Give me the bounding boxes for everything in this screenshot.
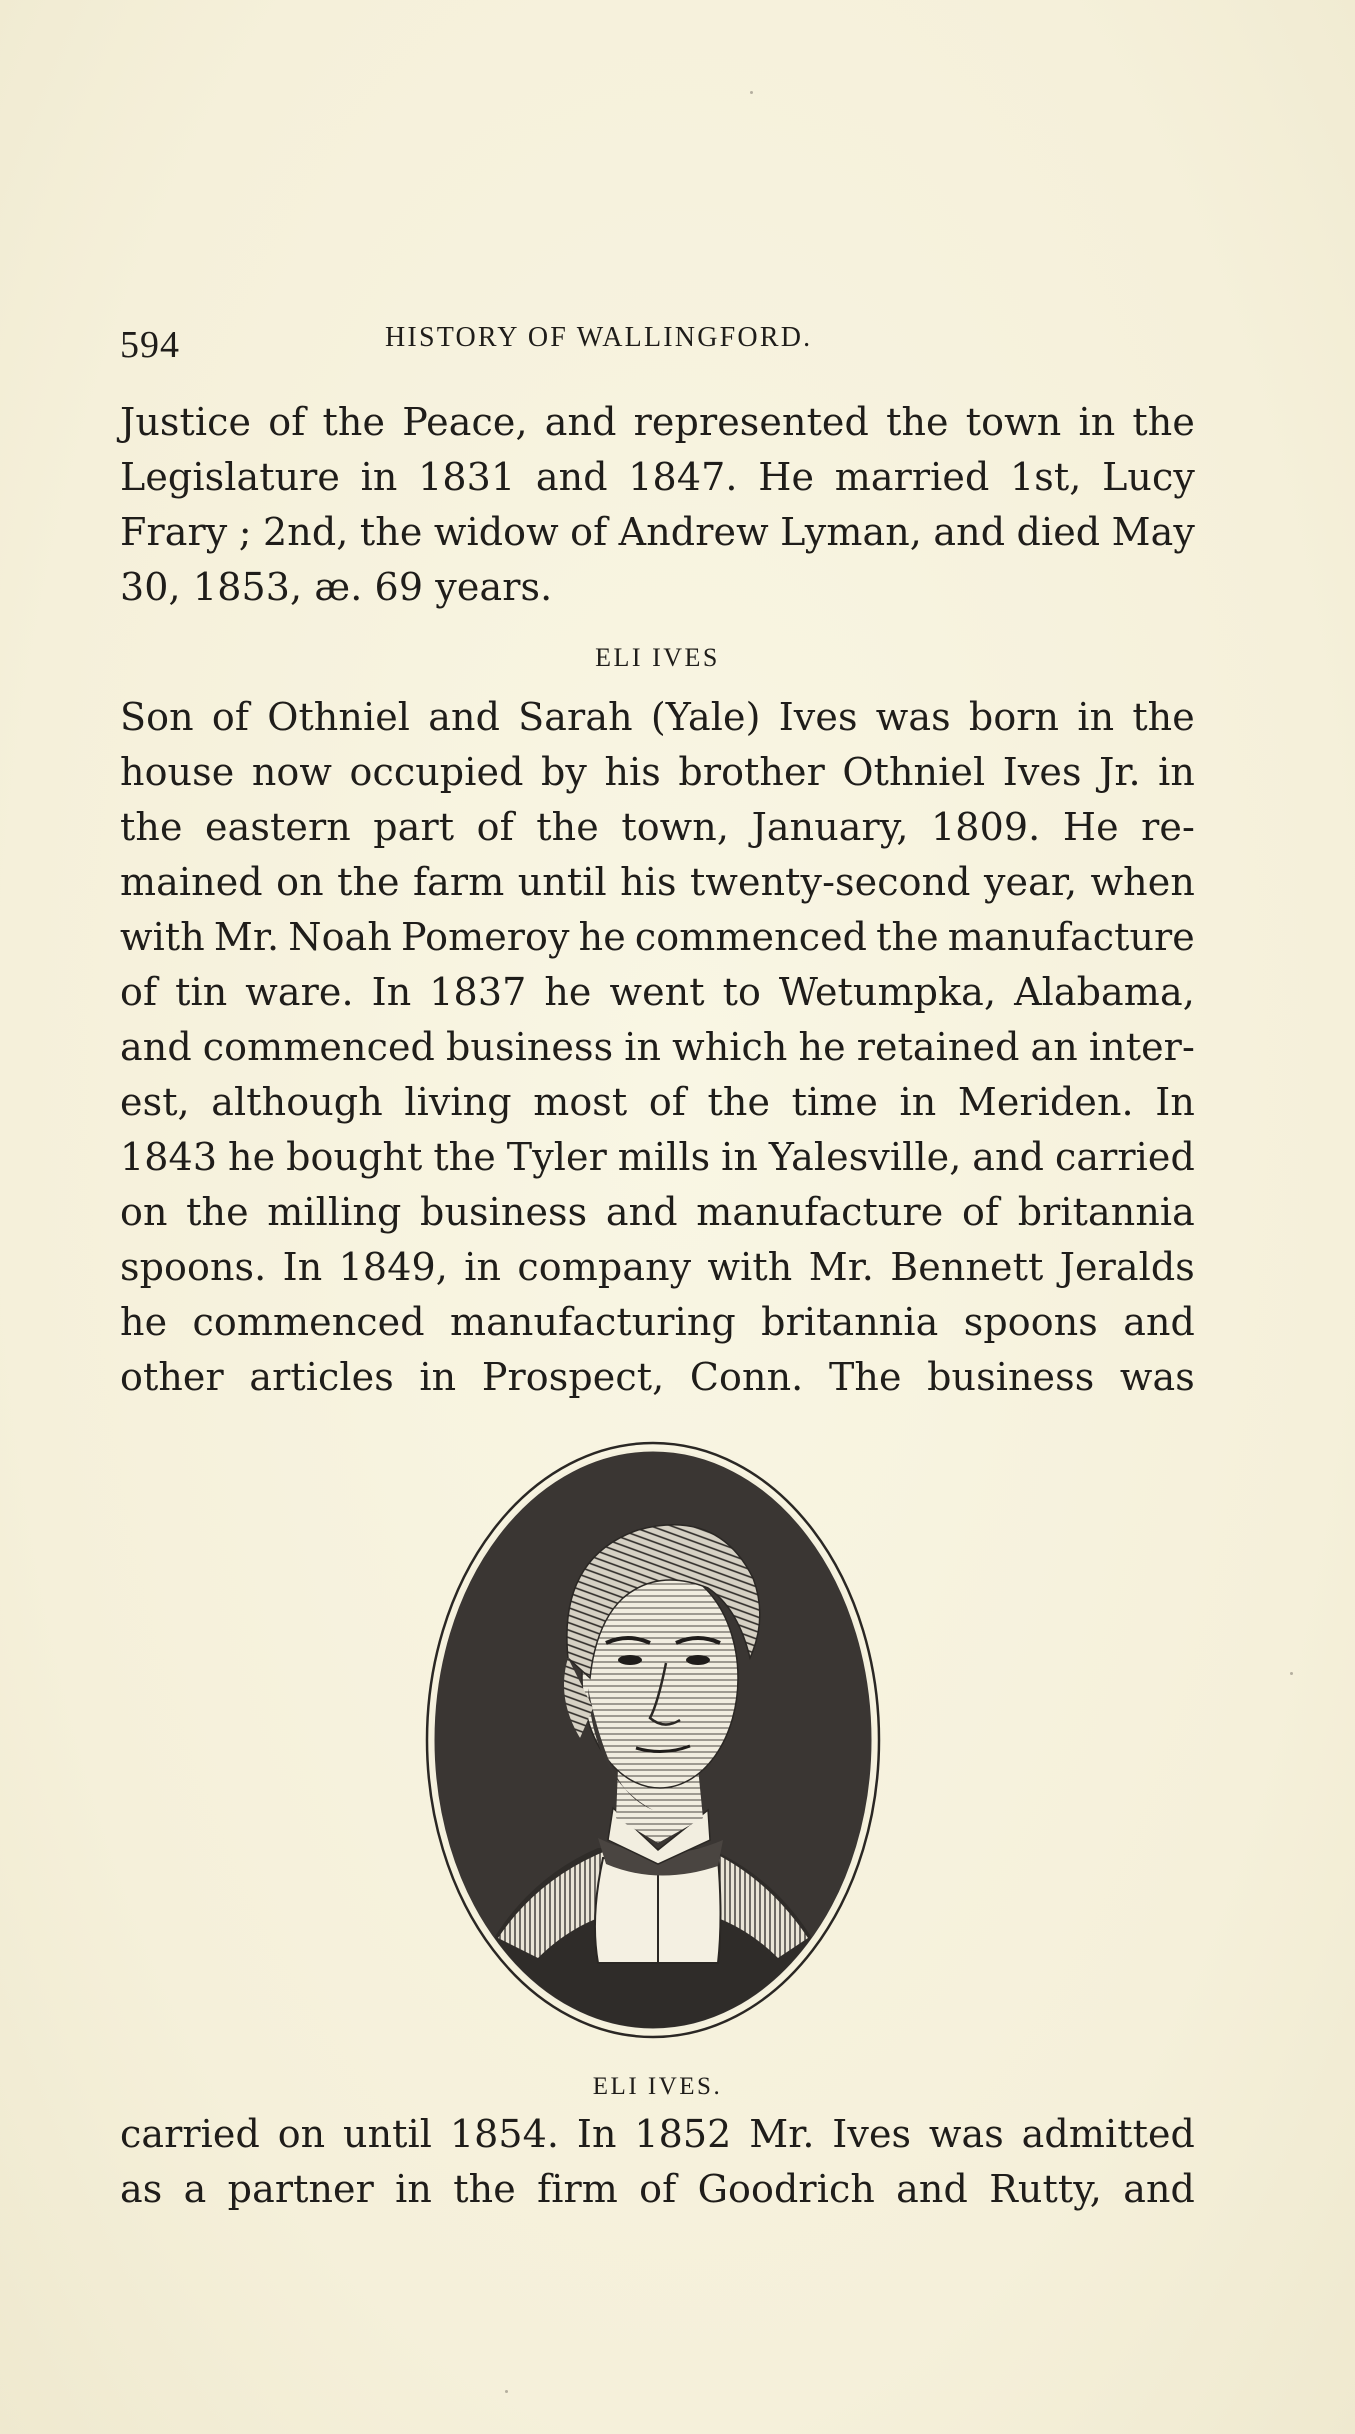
- word: inter-: [1088, 1025, 1195, 1069]
- word: of: [961, 1190, 1000, 1234]
- word: Frary: [120, 510, 228, 554]
- word: Andrew: [618, 510, 769, 554]
- word: January,: [751, 805, 909, 849]
- text-line: [120, 910, 1195, 965]
- word: with: [120, 915, 205, 959]
- text-line: [120, 2107, 1195, 2162]
- word: 1831: [418, 455, 516, 499]
- word: of: [648, 1080, 686, 1124]
- word: Jeralds: [1059, 1245, 1195, 1289]
- word: Othniel: [842, 750, 986, 794]
- word: Tyler: [506, 1135, 607, 1179]
- word: in: [899, 1080, 937, 1124]
- word: Prospect,: [481, 1355, 665, 1399]
- word: Meriden.: [957, 1080, 1134, 1124]
- word: his: [604, 750, 661, 794]
- word: ware.: [245, 970, 354, 1014]
- word: Peace,: [402, 400, 528, 444]
- text-line: [120, 1350, 1195, 1405]
- word: part: [373, 805, 455, 849]
- word: britannia: [1017, 1190, 1195, 1234]
- word: in: [1158, 750, 1195, 794]
- word: Ives: [778, 695, 858, 739]
- word: widow: [433, 510, 559, 554]
- paper-speck: [505, 2390, 508, 2393]
- word: Noah: [288, 915, 392, 959]
- word: Rutty,: [989, 2167, 1102, 2211]
- word: in: [464, 1245, 502, 1289]
- text-line: [120, 855, 1195, 910]
- word: commenced: [634, 915, 868, 959]
- word: of: [639, 2167, 677, 2211]
- word: carried: [1054, 1135, 1195, 1179]
- word: carried: [120, 2112, 260, 2156]
- word: and: [972, 1135, 1045, 1179]
- paragraph-1: [120, 395, 1195, 615]
- word: Mr.: [808, 1245, 874, 1289]
- running-title: HISTORY OF WALLINGFORD.: [385, 322, 813, 353]
- word: business: [420, 1190, 588, 1234]
- word: 2nd,: [263, 510, 349, 554]
- word: 1852: [634, 2112, 732, 2156]
- text-line: [120, 1295, 1195, 1350]
- word: 1849,: [338, 1245, 448, 1289]
- word: In: [576, 2112, 617, 2156]
- word: (Yale): [650, 695, 761, 739]
- word: until: [517, 860, 607, 904]
- word: as: [120, 2167, 163, 2211]
- word: by: [540, 750, 587, 794]
- word: and: [120, 1025, 192, 1069]
- paper-speck: [1290, 1672, 1293, 1675]
- word: partner: [227, 2167, 374, 2211]
- word: bought: [286, 1135, 423, 1179]
- word: 1847.: [628, 455, 738, 499]
- word: which: [672, 1025, 788, 1069]
- word: of: [268, 400, 306, 444]
- word: and: [1123, 1300, 1195, 1344]
- word: Conn.: [689, 1355, 804, 1399]
- word: The: [828, 1355, 902, 1399]
- word: although: [211, 1080, 383, 1124]
- word: of: [120, 970, 158, 1014]
- word: manufacturing: [450, 1300, 736, 1344]
- word: milling: [267, 1190, 402, 1234]
- word: in: [419, 1355, 457, 1399]
- word: In: [1155, 1080, 1195, 1124]
- word: the: [707, 1080, 771, 1124]
- word: the: [322, 400, 386, 444]
- word: admitted: [1021, 2112, 1195, 2156]
- word: went: [609, 970, 705, 1014]
- word: company: [517, 1245, 692, 1289]
- word: est,: [120, 1080, 190, 1124]
- word: now: [251, 750, 332, 794]
- word: In: [371, 970, 412, 1014]
- word: 1854.: [449, 2112, 560, 2156]
- word: and: [605, 1190, 678, 1234]
- word: the: [876, 915, 939, 959]
- word: Wetumpka,: [778, 970, 997, 1014]
- text-line: [120, 690, 1195, 745]
- word: Sarah: [518, 695, 633, 739]
- word: Bennett: [890, 1245, 1044, 1289]
- word: retained: [856, 1025, 1020, 1069]
- word: May: [1111, 510, 1195, 554]
- word: Mr.: [213, 915, 280, 959]
- word: of: [570, 510, 608, 554]
- word: in: [360, 455, 398, 499]
- word: when: [1090, 860, 1195, 904]
- page-header: [120, 318, 1195, 368]
- word: the: [536, 805, 599, 849]
- text-line: [120, 1185, 1195, 1240]
- word: occupied: [349, 750, 524, 794]
- word: 1st,: [1010, 455, 1082, 499]
- word: and: [535, 455, 608, 499]
- text-line: [120, 2162, 1195, 2217]
- word: Legislature: [120, 455, 341, 499]
- paragraph-2: [120, 690, 1195, 1405]
- word: ;: [238, 510, 252, 554]
- word: britannia: [761, 1300, 939, 1344]
- word: Goodrich: [697, 2167, 875, 2211]
- text-line: [120, 1130, 1195, 1185]
- text-line: [120, 800, 1195, 855]
- word: in: [1077, 695, 1115, 739]
- word: died: [1016, 510, 1101, 554]
- word: most: [533, 1080, 628, 1124]
- word: in: [624, 1025, 662, 1069]
- word: Pomeroy: [400, 915, 570, 959]
- word: mained: [120, 860, 263, 904]
- word: on: [277, 2112, 326, 2156]
- word: with: [707, 1245, 793, 1289]
- word: Son: [120, 695, 194, 739]
- text-line: [120, 1020, 1195, 1075]
- word: He: [1062, 805, 1119, 849]
- word: a: [183, 2167, 207, 2211]
- word: Jr.: [1099, 750, 1141, 794]
- word: Justice: [120, 400, 252, 444]
- word: on: [276, 860, 324, 904]
- word: brother: [678, 750, 825, 794]
- word: and: [896, 2167, 968, 2211]
- word: business: [927, 1355, 1095, 1399]
- word: the: [1132, 400, 1195, 444]
- word: spoons.: [120, 1245, 267, 1289]
- word: an: [1030, 1025, 1078, 1069]
- word: he: [544, 970, 592, 1014]
- word: time: [791, 1080, 878, 1124]
- word: house: [120, 750, 235, 794]
- word: he: [578, 915, 626, 959]
- text-line: [120, 450, 1195, 505]
- word: the: [120, 805, 183, 849]
- word: 1809.: [931, 805, 1041, 849]
- text-line: [120, 505, 1195, 560]
- word: firm: [537, 2167, 618, 2211]
- word: twenty-second: [689, 860, 971, 904]
- word: to: [722, 970, 761, 1014]
- word: Ives: [832, 2112, 912, 2156]
- portrait-engraving: [418, 1438, 888, 2048]
- word: He: [758, 455, 815, 499]
- word: manufacture: [947, 915, 1195, 959]
- word: he: [228, 1135, 276, 1179]
- text-line: 30, 1853, æ. 69 years.: [120, 565, 553, 609]
- word: the: [433, 1135, 496, 1179]
- word: Yalesville,: [768, 1135, 962, 1179]
- word: 1837: [429, 970, 527, 1014]
- word: Mr.: [749, 2112, 815, 2156]
- portrait-illustration: [418, 1438, 888, 2048]
- word: and: [544, 400, 617, 444]
- word: of: [476, 805, 514, 849]
- word: in: [721, 1135, 758, 1179]
- text-line: [120, 395, 1195, 450]
- word: of: [211, 695, 250, 739]
- word: Lyman,: [780, 510, 922, 554]
- word: until: [343, 2112, 433, 2156]
- word: and: [1123, 2167, 1195, 2211]
- word: he: [120, 1300, 168, 1344]
- text-line: [120, 965, 1195, 1020]
- word: the: [886, 400, 949, 444]
- word: his: [620, 860, 677, 904]
- word: the: [337, 860, 400, 904]
- word: on: [120, 1190, 168, 1234]
- word: Ives: [1002, 750, 1082, 794]
- word: Othniel: [267, 695, 411, 739]
- word: represented: [633, 400, 869, 444]
- word: year,: [983, 860, 1078, 904]
- word: was: [928, 2112, 1004, 2156]
- word: 1843: [120, 1135, 218, 1179]
- word: commenced: [192, 1300, 425, 1344]
- word: mills: [617, 1135, 711, 1179]
- text-line: [120, 745, 1195, 800]
- word: living: [404, 1080, 512, 1124]
- section-heading: ELI IVES: [595, 643, 720, 672]
- word: re-: [1141, 805, 1195, 849]
- word: was: [1119, 1355, 1195, 1399]
- word: Lucy: [1102, 455, 1195, 499]
- word: Alabama,: [1014, 970, 1195, 1014]
- word: and: [428, 695, 500, 739]
- word: town,: [621, 805, 730, 849]
- word: business: [445, 1025, 614, 1069]
- page-number: 594: [120, 324, 180, 366]
- word: the: [453, 2167, 516, 2211]
- paper-speck: [750, 91, 753, 94]
- word: commenced: [202, 1025, 435, 1069]
- word: and: [933, 510, 1006, 554]
- word: eastern: [205, 805, 351, 849]
- word: the: [1132, 695, 1195, 739]
- word: was: [875, 695, 951, 739]
- word: articles: [249, 1355, 394, 1399]
- word: farm: [413, 860, 505, 904]
- word: married: [834, 455, 990, 499]
- word: In: [282, 1245, 323, 1289]
- word: the: [359, 510, 423, 554]
- word: born: [968, 695, 1060, 739]
- paragraph-3: [120, 2107, 1195, 2217]
- portrait-caption: ELI IVES.: [592, 2073, 723, 2100]
- word: manufacture: [696, 1190, 944, 1234]
- word: he: [798, 1025, 846, 1069]
- word: tin: [175, 970, 228, 1014]
- word: other: [120, 1355, 224, 1399]
- word: in: [1078, 400, 1116, 444]
- word: town: [965, 400, 1062, 444]
- word: in: [395, 2167, 432, 2211]
- text-line: [120, 1075, 1195, 1130]
- text-line: [120, 1240, 1195, 1295]
- word: the: [186, 1190, 249, 1234]
- word: spoons: [963, 1300, 1098, 1344]
